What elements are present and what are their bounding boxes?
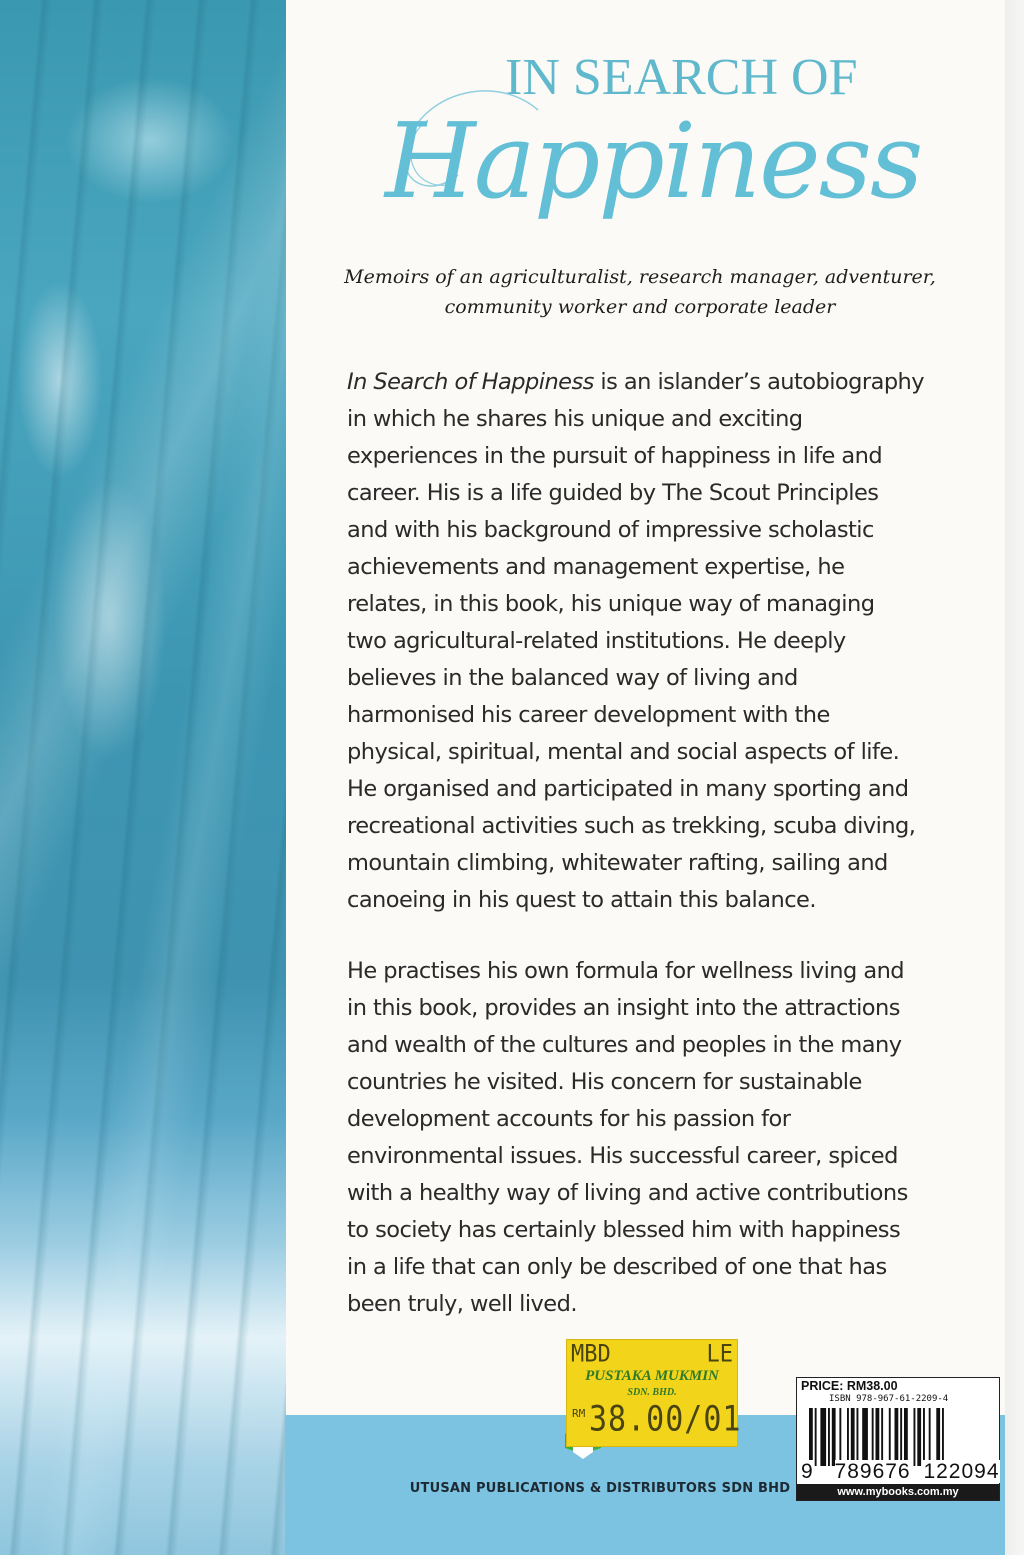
barcode-bar — [923, 1408, 925, 1466]
blurb-line: experiences in the pursuit of happiness in life and — [347, 443, 883, 469]
blurb-line: and wealth of the cultures and peoples in the many — [347, 1032, 902, 1058]
barcode-bar — [820, 1408, 826, 1466]
blurb-line-text: is an islander’s autobiography — [593, 369, 925, 395]
blurb-paragraph-2 — [347, 953, 987, 1323]
blurb-line: to society has certainly blessed him with happiness — [347, 1217, 901, 1243]
blurb-line: development accounts for his passion for — [347, 1106, 791, 1132]
barcode-bars — [809, 1408, 991, 1466]
blurb-line: in this book, provides an insight into the attractions — [347, 995, 900, 1021]
barcode-bar — [857, 1408, 859, 1466]
book-title-italic: In Search of Happiness — [347, 369, 594, 395]
blurb-line: with a healthy way of living and active contributions — [347, 1180, 908, 1206]
blurb-line: He organised and participated in many sporting and — [347, 776, 909, 802]
barcode-bar — [889, 1408, 891, 1466]
barcode-bar — [917, 1408, 921, 1466]
blurb-line: canoeing in his quest to attain this balance. — [347, 887, 816, 913]
blurb-line: environmental issues. His successful career, spiced — [347, 1143, 898, 1169]
barcode-digit-first: 9 — [801, 1460, 814, 1483]
subtitle-line-2: community worker and corporate leader — [444, 296, 836, 318]
book-spine-edge — [1005, 0, 1024, 1555]
barcode-bar — [881, 1408, 883, 1466]
barcode-bar — [929, 1408, 931, 1466]
price-sticker — [566, 1339, 742, 1447]
subtitle-line-1: Memoirs of an agriculturalist, research manager, adventurer, — [344, 266, 936, 288]
barcode-bar — [895, 1408, 899, 1466]
title-line-1: IN SEARCH OF — [505, 49, 858, 106]
subtitle — [340, 262, 940, 322]
blurb-line: He practises his own formula for wellness living and — [347, 958, 905, 984]
blurb-line: mountain climbing, whitewater rafting, sailing and — [347, 850, 888, 876]
barcode-bar — [900, 1408, 902, 1466]
sticker-codes — [571, 1341, 733, 1369]
blurb-line: achievements and management expertise, he — [347, 554, 845, 580]
barcode-bar — [872, 1408, 874, 1466]
barcode-bar — [942, 1408, 944, 1466]
barcode-bar — [839, 1408, 841, 1466]
blurb-line: two agricultural-related institutions. He deeply — [347, 628, 846, 654]
sticker-shop-suffix: SDN. BHD. — [627, 1387, 677, 1398]
blurb-line: in a life that can only be described of one that has — [347, 1254, 887, 1280]
barcode-bar — [876, 1408, 880, 1466]
sticker-price: 38.00/01 — [589, 1399, 742, 1440]
barcode-bar — [832, 1408, 836, 1466]
blurb-line: in which he shares his unique and exciting — [347, 406, 803, 432]
barcode-price: PRICE: RM38.00 — [801, 1379, 898, 1393]
blurb-line: physical, spiritual, mental and social aspects of life. — [347, 739, 900, 765]
blurb-line: and with his background of impressive scholastic — [347, 517, 874, 543]
barcode-bar — [936, 1408, 940, 1466]
barcode-bar — [851, 1408, 855, 1466]
blurb-line — [347, 364, 987, 401]
sticker-currency: RM — [572, 1407, 586, 1420]
barcode-digit-group-2: 122094 — [923, 1460, 1000, 1483]
blurb-line: believes in the balanced way of living and — [347, 665, 798, 691]
barcode-bar — [904, 1408, 908, 1466]
barcode-bar — [828, 1408, 830, 1466]
blurb-line: been truly, well lived. — [347, 1291, 577, 1317]
isbn-text: ISBN 978-967-61-2209-4 — [829, 1394, 949, 1404]
barcode-bar — [914, 1408, 916, 1466]
barcode-bar — [815, 1408, 817, 1466]
sticker-code-right: LE — [706, 1340, 733, 1369]
title-line-2: Happiness — [385, 100, 922, 222]
blurb-line: career. His is a life guided by The Scout Principles — [347, 480, 879, 506]
barcode-label — [796, 1377, 1000, 1501]
blurb-line: relates, in this book, his unique way of managing — [347, 591, 875, 617]
cover-photo-light-rays — [0, 0, 286, 1555]
publisher-name: UTUSAN PUBLICATIONS & DISTRIBUTORS SDN BHD — [409, 1481, 791, 1496]
barcode-bar — [862, 1408, 868, 1466]
blurb-paragraph-1 — [347, 364, 987, 919]
barcode-digit-group-1: 789676 — [834, 1460, 911, 1483]
website-url: www.mybooks.com.my — [797, 1484, 999, 1500]
blurb-line: harmonised his career development with the — [347, 702, 830, 728]
barcode-bar — [809, 1408, 813, 1466]
blurb-line: countries he visited. His concern for sustainable — [347, 1069, 862, 1095]
barcode-digits — [801, 1460, 1000, 1484]
barcode-bar — [847, 1408, 849, 1466]
sticker-shop-name: PUSTAKA MUKMIN — [585, 1368, 719, 1384]
blurb-line: recreational activities such as trekking, scuba diving, — [347, 813, 916, 839]
sticker-code-left: MBD — [571, 1340, 611, 1369]
